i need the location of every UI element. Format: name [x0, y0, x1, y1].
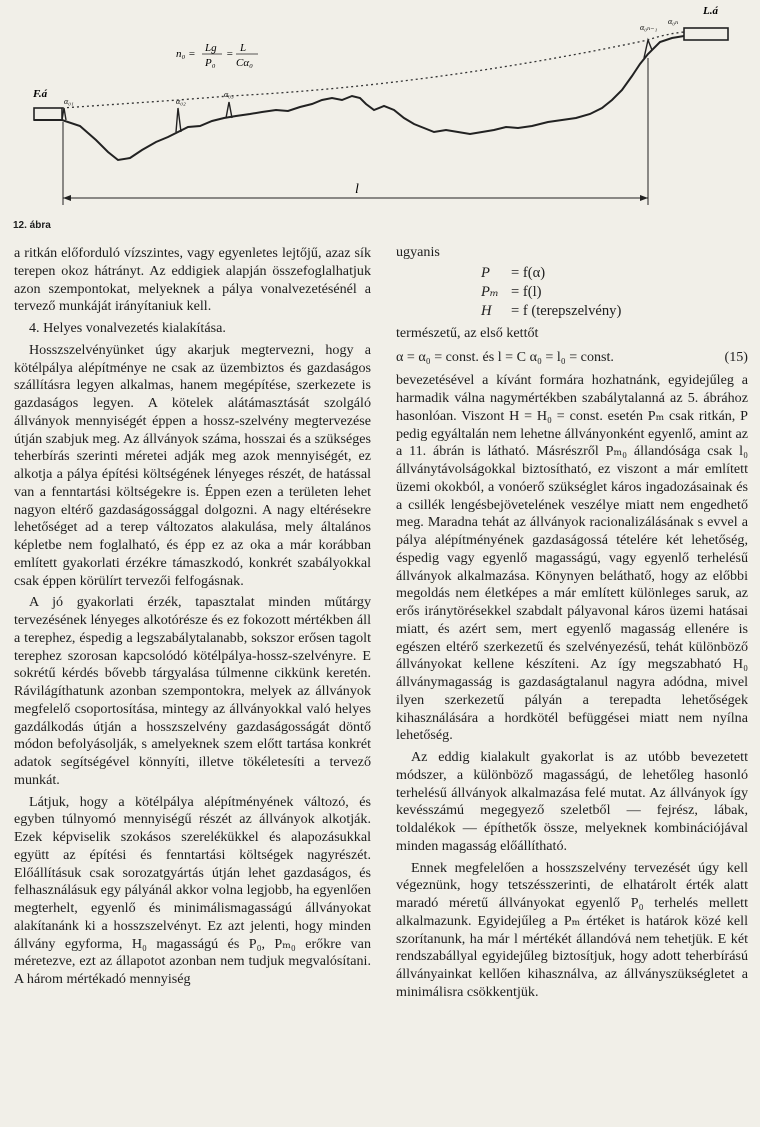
- right-column: [396, 244, 748, 1002]
- paragraph-5: bevezetésével a kívánt formára hozhatnánk, egyidejűleg a harmadik válna nagymértékben szabálytalanná az 5. ábrához hasonlóan. Viszont H = H₀ = const. esetén Pₘ csak ritkán, P pedig egyáltalán nem lehetne állványonként egyenlő, amint az a 11. ábrán is látható. Másrészről Pₘ₀ állandósága csak l₀ állványtávolságokkal biztosítható, ez viszont a már említett üzemi okokból, a vonóerő szükséglet káros ingadozásainak és a csillék lengésbejövetelének veszélye miatt nem engedhető meg. Maradna tehát az állványok racionalizálásának s evvel a pálya alépítményének gazdaságossá tételére két lehetőség, éspedig vagy egyenlő magasságú, vagy egyenlő terhelésű állványok alkalmazása. Könynyen beláthatő, hogy az előbbi megoldás nem életképes a már említett különleges saruk, az erős iránytörésekkel szabdalt pályavonal káros üzemi hatásai miatt, és azért sem, mert egyenlő magasság ellenére is egészen eltérő szerkezetű és szelvényezésű, tehát különböző állványokat kellene készíteni. Az így megszabható H₀ állványmagasság is gazdaságtalanul nagyra adódna, mivel ilyen szerkezetű pályán a terepadta lehetőségek kihasználására a hordkötél befüggései miatt nem nyílna lehetőség.: [396, 372, 748, 744]
- paragraph-nature: természetű, az első kettőt: [396, 324, 539, 341]
- right-station-label: L.á: [703, 5, 718, 17]
- paragraph-7: Ennek megfelelően a hosszszelvény tervezését úgy kell végeznünk, hogy tetszésszerinti, de elhatárolt érték alatt maradó méretű állványokat egyenlő P₀ terhelés mellett alkalmazunk. Egyidejűleg a Pₘ értéket is határok közé kell szorítanunk, ha már l mértékét állandóvá nem tehetjük. E két rendszabállyal egyidejűleg biztosítjuk, hogy adott teherbírású állványainkat kellően kihasználva, az állványszükségletet a minimálisra csökkentjük.: [396, 859, 748, 1000]
- angle-label-2: α₀₂: [176, 97, 186, 106]
- equation-1: [481, 264, 748, 283]
- formula-n0: [176, 42, 258, 69]
- left-station-label: F.á: [33, 88, 48, 100]
- tower-2: [176, 108, 181, 132]
- formula-mid-den: P₀: [205, 57, 216, 69]
- angle-label-4: α₀ₙ₋₁: [640, 23, 658, 32]
- formula-right-den: Cα₀: [236, 57, 253, 69]
- section-heading: 4. Helyes vonalvezetés kialakítása.: [29, 320, 226, 336]
- figure-12: [0, 0, 760, 245]
- tower-3: [226, 102, 232, 118]
- formula-eq: =: [226, 48, 234, 60]
- eq3-lhs: H: [481, 302, 492, 319]
- rope-line: [62, 32, 684, 108]
- angle-label-5: α₀ₙ: [668, 17, 679, 26]
- eq3-rhs: = f (terepszelvény): [511, 302, 622, 319]
- paragraph-2: Hosszszelvényünket úgy akarjuk megtervezni, hogy a kötélpálya alépítménye ne csak az üzembiztos és gazdaságos szállításra legyen alkalmas, hanem megépítése, szerkezete is gazdaságos legyen. A kötelek alátámasztását szolgáló állványok mennyiségét éppen a hossz-szelvény megtervezése útján szabjuk meg. Az állványok száma, hosszai és a szükséges teherbírás szerinti méretei adják meg azok mennyiségét, ez alkotja a pálya építési költségének lényeges részét, de hatással van a fenntartási költségekre is. Éppen ezen a területen lehet nagyon eltérő gazdaságossággal dolgozni. A nagy eltérésekre lehetőséget ad a terep változatos alakulása, mely általános képletbe nem foglalható, és épp ez az oka a már korábban említett gyakorlati érzékre támaszkodó, konkrét szabályokkal csak éppen körülírt tervezői felfogásnak.: [14, 341, 371, 589]
- equation-block: [396, 264, 748, 321]
- equation-3: [481, 302, 748, 321]
- equation-15: [396, 349, 748, 367]
- formula-lhs: n₀ =: [176, 48, 196, 60]
- span-arrow-right: [640, 195, 648, 201]
- paragraph-intro: ugyanis: [396, 244, 440, 260]
- formula-right-num: L: [240, 42, 247, 54]
- paragraph-4: Látjuk, hogy a kötélpálya alépítményének változó, és egyben túlnyomó mennyiségű részét az állványok alkotják. Ezek képviselik szokásos szerelékükkel és alapozásukkal együtt az építési és fenntartási költségek nagyrészét. Előállításuk csak sorozatgyártás útján lehet gazdaságos, és felhasználásuk egy pályánál akkor volna legjobb, ha egyenlően megterhelt, egyenlő és minimálismagasságú állványokat alakítanánk ki a hosszszelvényt. Ez azt jelenti, hogy minden állvány egyforma, H₀ magasságú és P₀, Pₘ₀ erőkre van méretezve, ezt az állapotot azonban nem tudjuk megvalósítani. A három mértékadó mennyiség: [14, 793, 371, 987]
- angle-label-3: α₀₃: [224, 90, 234, 99]
- span-arrow-left: [63, 195, 71, 201]
- left-station-box: [34, 108, 62, 120]
- paragraph-1: a ritkán előforduló vízszintes, vagy egyenletes lejtőjű, azaz sík terepen okoz hátrányt. Az eddigiek alapján összefoglalhatjuk azon szempontokat, melyeknek a pálya vonalvezetésénél a tervező munkáját irányítaniuk kell.: [14, 245, 371, 315]
- terrain-profile-diagram: [0, 0, 760, 245]
- right-station-box: [684, 28, 728, 40]
- span-label: l: [355, 182, 359, 197]
- formula-mid-num: Lg: [205, 42, 217, 54]
- equation-2: [481, 283, 748, 302]
- figure-caption: 12. ábra: [13, 220, 51, 231]
- terrain-line: [34, 36, 684, 160]
- eq1-lhs: P: [481, 264, 490, 281]
- equation-15-text: α = α₀ = const. és l = C α₀ = l₀ = const.: [396, 348, 614, 365]
- eq2-rhs: = f(l): [511, 283, 542, 300]
- paragraph-3: A jó gyakorlati érzék, tapasztalat minden műtárgy tervezésének lényeges alkotórésze és ez fokozott mértékben áll a terephez, éspedig a legszabálytalanabb, sokszor erősen tagolt terephez szorosan kapcsolódó kötélpálya-hossz-szelvényre. E sokrétű kérdés bővebb tárgyalása túlmenne cikkünk keretén. Rávilágíthatunk azonban szempontokra, melyek az állványok megfelelő csoportosítása, mintegy az állványokkal való helyes gazdálkodás útján a hosszszelvény gazdaságosságát döntő módon befolyásolják, s amelyeknek szem előtt tartása konkrét adatok segítségével könnyíti, illetve tökéletesíti a tervező munkát.: [14, 594, 371, 788]
- eq1-rhs: = f(α): [511, 264, 546, 281]
- eq2-lhs: Pₘ: [481, 283, 499, 300]
- equation-15-number: (15): [724, 348, 748, 365]
- angle-label-1: α₀₁: [64, 97, 74, 106]
- paragraph-6: Az eddig kialakult gyakorlat is az utóbb bevezetett módszer, a különböző magasságú, de lehetőleg hasonló terhelésű állványok alkalmazása felé mutat. Az állványok így kevésszámú megegyező szeletből — fejrész, lábak, toldalékok — építhetők össze, melyeknek kombinációjával minden magasság előállítható.: [396, 749, 748, 854]
- left-column: [14, 245, 371, 989]
